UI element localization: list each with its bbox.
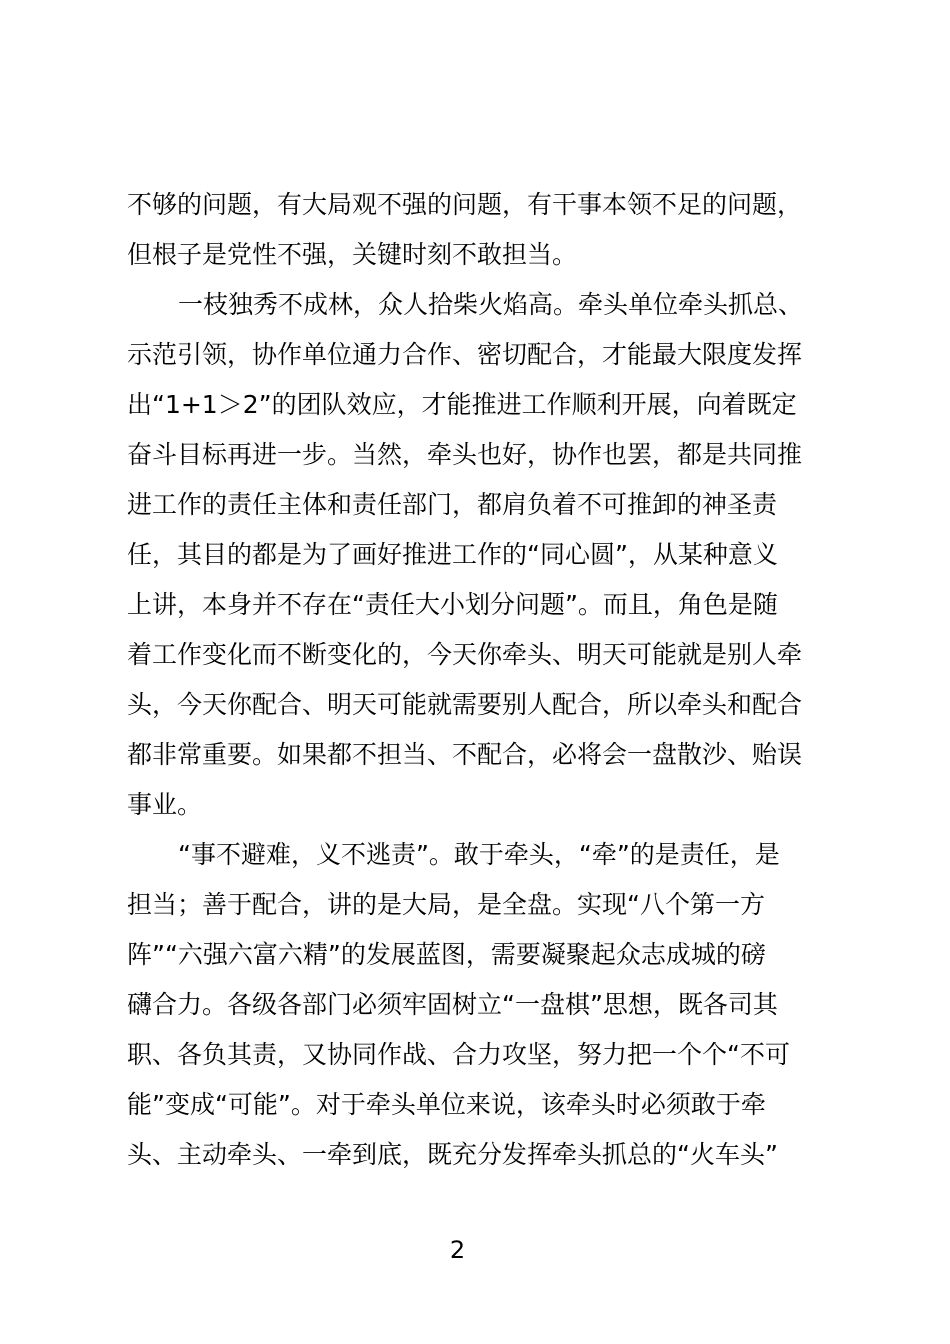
text-line: 事业。 — [127, 790, 203, 819]
text-line: 头，今天你配合、明天可能就需要别人配合，所以牵头和配合 — [127, 690, 803, 719]
paragraph-start-line: “事不避难，义不逃责”。敢于牵头，“牵”的是责任，是 — [178, 840, 780, 869]
text-line: 职、各负其责，又协同作战、合力攻坚，努力把一个个“不可 — [127, 1040, 790, 1069]
text-line: 能”变成“可能”。对于牵头单位来说，该牵头时必须敢于牵 — [127, 1090, 766, 1119]
paragraph-start-line: 一枝独秀不成林，众人拾柴火焰高。牵头单位牵头抓总、 — [178, 290, 804, 319]
text-line: 进工作的责任主体和责任部门，都肩负着不可推卸的神圣责 — [127, 490, 778, 519]
text-line: 头、主动牵头、一牵到底，既充分发挥牵头抓总的“火车头” — [127, 1140, 778, 1169]
text-line: 担当；善于配合，讲的是大局，是全盘。实现“八个第一方 — [127, 890, 765, 919]
text-line: 不够的问题，有大局观不强的问题，有干事本领不足的问题， — [127, 190, 803, 219]
text-line: 奋斗目标再进一步。当然，牵头也好，协作也罢，都是共同推 — [127, 440, 803, 469]
text-line: 上讲，本身并不存在“责任大小划分问题”。而且，角色是随 — [127, 590, 778, 619]
text-line: 都非常重要。如果都不担当、不配合，必将会一盘散沙、贻误 — [127, 740, 803, 769]
text-line: 阵”“六强六富六精”的发展蓝图，需要凝聚起众志成城的磅 — [127, 940, 766, 969]
text-line: 示范引领，协作单位通力合作、密切配合，才能最大限度发挥 — [127, 340, 803, 369]
text-line: 任，其目的都是为了画好推进工作的“同心圆”，从某种意义 — [127, 540, 778, 569]
text-line: 出“1+1＞2”的团队效应，才能推进工作顺利开展，向着既定 — [127, 390, 797, 419]
text-line: 礴合力。各级各部门必须牢固树立“一盘棋”思想，既各司其 — [127, 990, 778, 1019]
text-line: 但根子是党性不强，关键时刻不敢担当。 — [127, 240, 578, 269]
text-line: 着工作变化而不断变化的，今天你牵头、明天可能就是别人牵 — [127, 640, 803, 669]
page-number: 2 — [449, 1236, 466, 1264]
